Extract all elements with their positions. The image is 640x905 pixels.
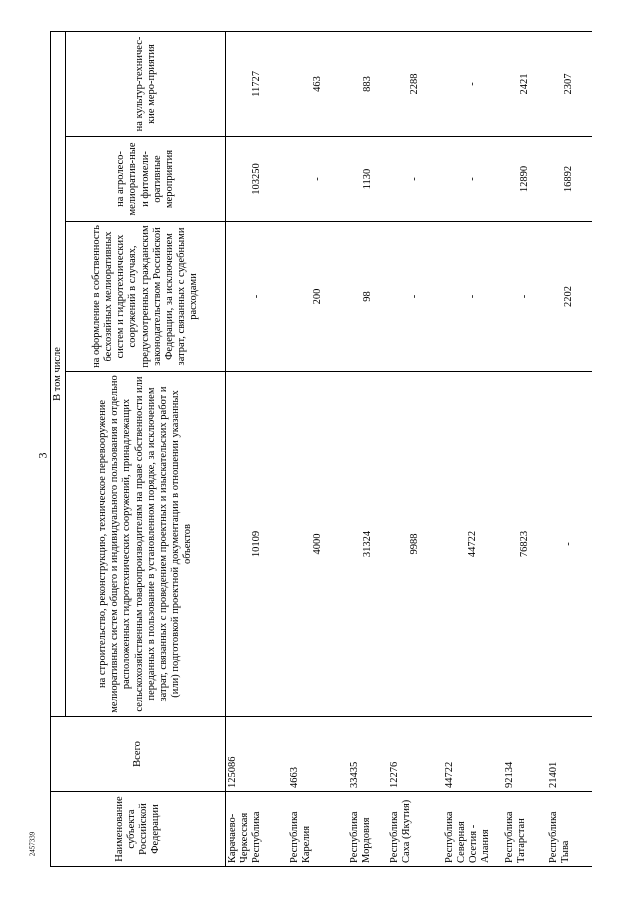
agro-cell: 1130 [348,137,388,222]
registration-cell: 2202 [547,222,592,372]
table-row [226,31,288,866]
table-row [547,31,592,866]
header-culture: на культур-техничес-кие меро-приятия [66,31,226,136]
registration-cell: - [443,222,503,372]
construction-cell: 31324 [348,372,388,717]
document-id: 2457339 [28,831,37,857]
header-name: Наименование субъекта Российской Федерации [51,792,226,867]
registration-cell: - [226,222,288,372]
agro-cell: - [288,137,348,222]
header-total: Всего [51,717,226,792]
total-cell: 44722 [443,717,503,792]
total-cell: 21401 [547,717,592,792]
total-cell: 12276 [388,717,443,792]
table-body [226,31,592,866]
region-name-cell: Республика Татарстан [503,792,547,867]
culture-cell: 2288 [388,31,443,136]
agro-cell: - [443,137,503,222]
region-name-cell: Республика Тыва [547,792,592,867]
registration-cell: - [503,222,547,372]
table-row [503,31,547,866]
registration-cell: - [388,222,443,372]
construction-cell: - [547,372,592,717]
registration-cell: 200 [288,222,348,372]
header-registration: на оформление в собственность бесхозяйных мелиоративных систем и гидротехнических сооружений в случаях, предусмотренных гражданским законодательством Российской Федерации, за исключением затрат, связанных с судебными расходами [66,222,226,372]
culture-cell: 2421 [503,31,547,136]
region-name-cell: Республика Мордовия [348,792,388,867]
region-name-cell: Карачаево-Черкесская Республика [226,792,288,867]
culture-cell: 2307 [547,31,592,136]
agro-cell: 12890 [503,137,547,222]
table-row [388,31,443,866]
total-cell: 33435 [348,717,388,792]
total-cell: 4663 [288,717,348,792]
header-agro: на агролесо-мелиоратив-ные и фитомели-оративные мероприятия [66,137,226,222]
total-cell: 125086 [226,717,288,792]
region-name-cell: Республика Северная Осетия - Алания [443,792,503,867]
region-name-cell: Республика Саха (Якутия) [388,792,443,867]
total-cell: 92134 [503,717,547,792]
construction-cell: 44722 [443,372,503,717]
construction-cell: 10109 [226,372,288,717]
subsidy-table [50,31,592,867]
agro-cell: 16892 [547,137,592,222]
rotated-table-container [50,32,575,867]
region-name-cell: Республика Карелия [288,792,348,867]
construction-cell: 76823 [503,372,547,717]
registration-cell: 98 [348,222,388,372]
agro-cell: - [388,137,443,222]
culture-cell: 883 [348,31,388,136]
header-including: В том числе [51,31,66,716]
construction-cell: 9988 [388,372,443,717]
culture-cell: 11727 [226,31,288,136]
table-row [288,31,348,866]
table-row [348,31,388,866]
construction-cell: 4000 [288,372,348,717]
page-number: 3 [35,452,50,459]
agro-cell: 103250 [226,137,288,222]
table-row [443,31,503,866]
header-construction: на строительство, реконструкцию, техническое перевооружение мелиоративных систем общего и индивидуального пользования и отдельно расположенных гидротехнических сооружений, принадлежащих сельскохозяйственным товаропроизводителям на праве собственности или переданных в пользование в установленном порядке, за исключением затрат, связанных с проведением проектных и изыскательских работ и (или) подготовкой проектной документации в отношении указанных объектов [66,372,226,717]
culture-cell: 463 [288,31,348,136]
culture-cell: - [443,31,503,136]
